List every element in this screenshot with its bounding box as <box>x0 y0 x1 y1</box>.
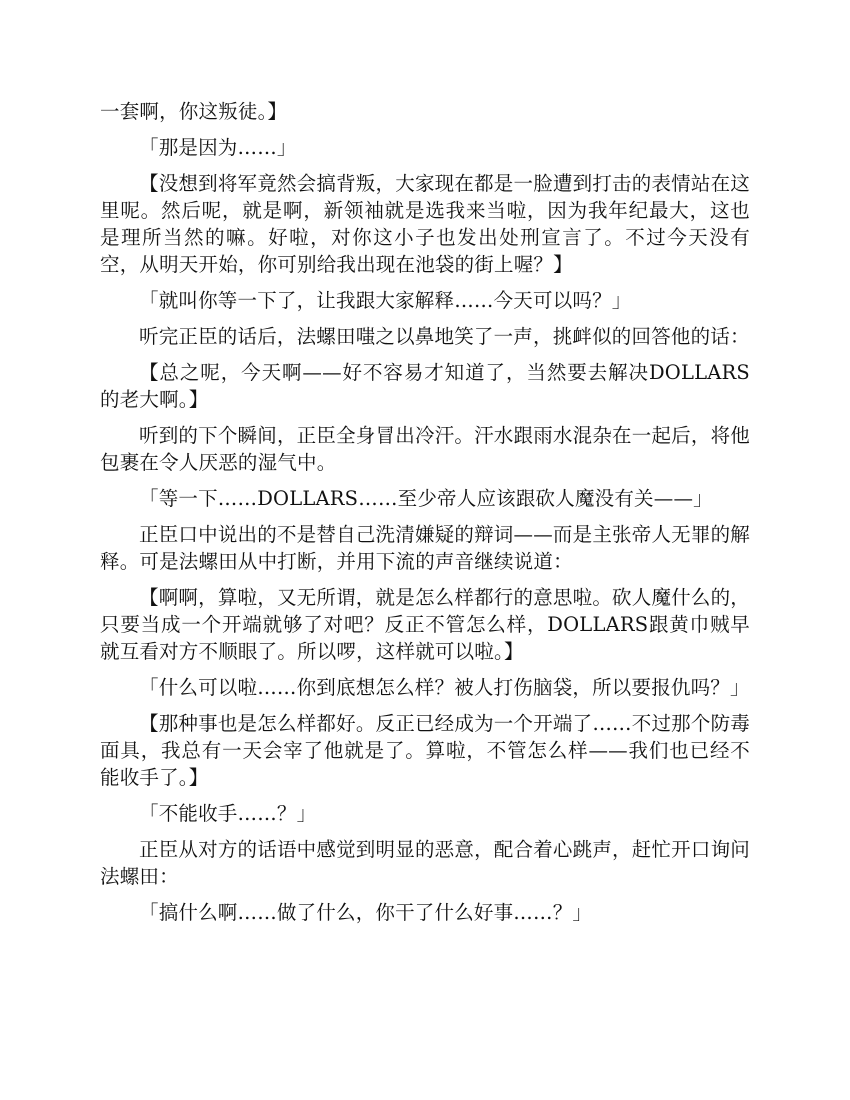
paragraph: 「不能收手……？」 <box>139 802 317 825</box>
paragraph: 正臣从对方的话语中感觉到明显的恶意，配合着心跳声，赶忙开口询问法螺田： <box>100 838 750 888</box>
paragraph: 「等一下……DOLLARS……至少帝人应该跟砍人魔没有关——」 <box>139 487 713 510</box>
paragraph: 「什么可以啦……你到底想怎么样？被人打伤脑袋，所以要报仇吗？」 <box>139 676 750 699</box>
paragraph: 【没想到将军竟然会搞背叛，大家现在都是一脸遭到打击的表情站在这里呢。然后呢，就是啊，新领袖就是选我来当啦，因为我年纪最大，这也是理所当然的嘛。好啦，对你这小子也发出处刑宣言了。不过今天没有空，从明天开始，你可别给我出现在池袋的街上喔？】 <box>100 172 750 276</box>
paragraph: 一套啊，你这叛徒。】 <box>100 100 288 123</box>
paragraph: 听到的下个瞬间，正臣全身冒出冷汗。汗水跟雨水混杂在一起后，将他包裹在令人厌恶的湿气中。 <box>100 424 750 474</box>
paragraph: 【总之呢，今天啊——好不容易才知道了，当然要去解决DOLLARS的老大啊。】 <box>100 361 750 411</box>
paragraph: 正臣口中说出的不是替自己洗清嫌疑的辩词——而是主张帝人无罪的解释。可是法螺田从中打断，并用下流的声音继续说道： <box>100 523 750 573</box>
paragraph: 听完正臣的话后，法螺田嗤之以鼻地笑了一声，挑衅似的回答他的话： <box>139 325 750 348</box>
document-page <box>100 98 750 935</box>
paragraph: 【那种事也是怎么样都好。反正已经成为一个开端了……不过那个防毒面具，我总有一天会宰了他就是了。算啦，不管怎么样——我们也已经不能收手了。】 <box>100 712 750 789</box>
paragraph: 「那是因为……」 <box>139 136 297 159</box>
paragraph: 「搞什么啊……做了什么，你干了什么好事……？」 <box>139 901 593 924</box>
paragraph: 「就叫你等一下了，让我跟大家解释……今天可以吗？」 <box>139 289 632 312</box>
paragraph: 【啊啊，算啦，又无所谓，就是怎么样都行的意思啦。砍人魔什么的，只要当成一个开端就够了对吧？反正不管怎么样，DOLLARS跟黄巾贼早就互看对方不顺眼了。所以啰，这样就可以啦。】 <box>100 586 750 663</box>
